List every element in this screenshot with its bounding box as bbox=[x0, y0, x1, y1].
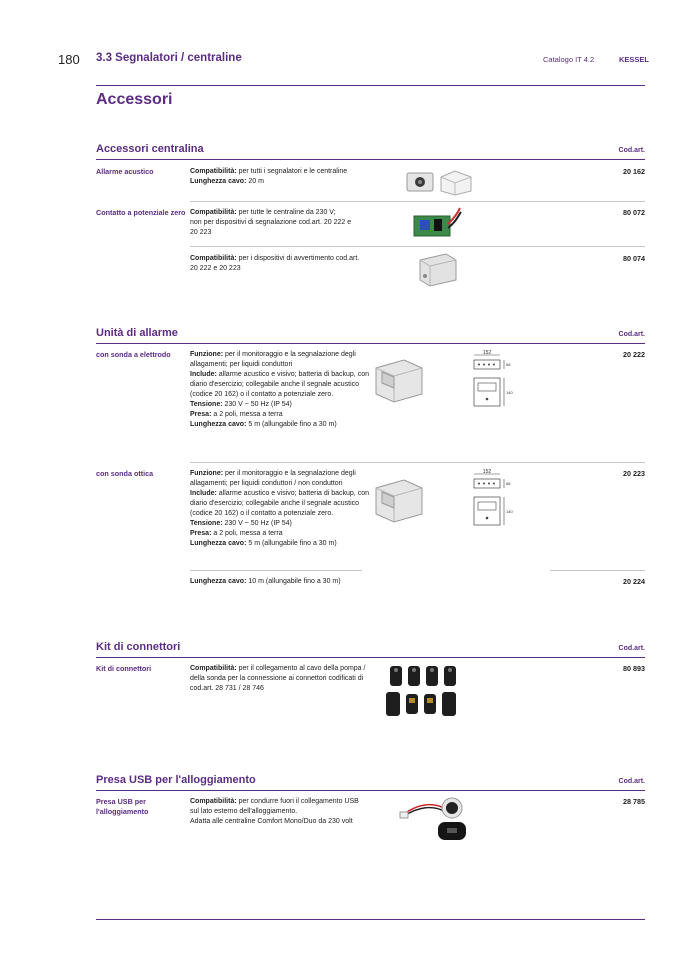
page-number: 180 bbox=[58, 52, 80, 67]
svg-text:140: 140 bbox=[506, 509, 513, 514]
product-description: Compatibilità: per i dispositivi di avvertimento cod.art. 20 222 e 20 223 bbox=[190, 255, 360, 272]
row-divider bbox=[190, 246, 645, 247]
product-code: 20 223 bbox=[623, 469, 645, 478]
product-name: Kit di connettori bbox=[96, 664, 152, 673]
relay-board-photo bbox=[412, 206, 462, 238]
row-divider bbox=[550, 570, 645, 571]
section-divider bbox=[96, 343, 645, 344]
section-title-kit: Kit di connettori bbox=[96, 641, 181, 653]
row-divider bbox=[190, 201, 645, 202]
usb-socket-photo bbox=[398, 794, 470, 844]
product-description: Compatibilità: per tutte le centraline da 230 V; non per dispositivi di segnalazione cod.art. 20 222 e 20 223 bbox=[190, 209, 352, 236]
codart-label: Cod.art. bbox=[618, 147, 645, 154]
alarm-device-photo bbox=[405, 167, 473, 195]
product-code: 28 785 bbox=[623, 797, 645, 806]
product-code: 80 893 bbox=[623, 664, 645, 673]
section-title-accessori: Accessori centralina bbox=[96, 143, 204, 155]
section-divider bbox=[96, 657, 645, 658]
svg-text:68: 68 bbox=[506, 481, 511, 486]
chapter-title: 3.3 Segnalatori / centraline bbox=[96, 52, 242, 64]
svg-text:152: 152 bbox=[482, 469, 492, 475]
codart-label: Cod.art. bbox=[618, 778, 645, 785]
product-code: 20 224 bbox=[623, 577, 645, 586]
product-description: Compatibilità: per il collegamento al cavo della pompa / della sonda per la connessione ai connettori codificati di cod.art. 28 731 / 28 746 bbox=[190, 665, 366, 692]
row-divider bbox=[190, 462, 645, 463]
svg-text:68: 68 bbox=[506, 362, 511, 367]
codart-label: Cod.art. bbox=[618, 331, 645, 338]
header-divider bbox=[96, 85, 645, 86]
footer-divider bbox=[96, 919, 645, 920]
section-title-usb: Presa USB per l'alloggiamento bbox=[96, 774, 256, 786]
product-description: Lunghezza cavo: 10 m (allungabile fino a 30 m) bbox=[190, 578, 341, 585]
page-title: Accessori bbox=[96, 91, 173, 108]
product-description: Funzione: per il monitoraggio e la segnalazione degli allagamenti; per liquidi conduttori Include: allarme acustico e visivo; batteria di backup, con diario d'esercizio; collegabile anche il segnale acustico (codice 20 162) o il contatto a potenziale zero. Tensione: 230 V ~ 50 Hz (IP 54) Presa: a 2 poli, messa a terra Lunghezza cavo: 5 m (allungabile fino a 30 m) bbox=[190, 351, 369, 428]
connector-kit-photo bbox=[384, 662, 464, 720]
product-code: 80 072 bbox=[623, 208, 645, 217]
section-divider bbox=[96, 159, 645, 160]
product-code: 20 162 bbox=[623, 167, 645, 176]
alarm-unit-photo bbox=[374, 476, 424, 524]
codart-label: Cod.art. bbox=[618, 645, 645, 652]
brand-label: KESSEL bbox=[619, 55, 650, 64]
svg-text:152: 152 bbox=[482, 350, 492, 356]
product-description: Funzione: per il monitoraggio e la segnalazione degli allagamenti; per liquidi conduttori / non conduttori Include: allarme acustico e visivo; batteria di backup, con diario d'esercizio; collegabile anche il segnale acustico (codice 20 162) o il contatto a potenziale zero. Tensione: 230 V ~ 50 Hz (IP 54) Presa: a 2 poli, messa a terra Lunghezza cavo: 5 m (allungabile fino a 30 m) bbox=[190, 470, 369, 547]
product-name: Allarme acustico bbox=[96, 167, 154, 176]
product-name: con sonda a elettrodo bbox=[96, 350, 171, 359]
section-divider bbox=[96, 790, 645, 791]
dimension-drawing bbox=[470, 469, 513, 529]
catalog-label: Catalogo IT 4.2 bbox=[543, 55, 595, 64]
product-description: Compatibilità: per condurre fuori il collegamento USB sul lato esterno dell'alloggiamento. Adatta alle centraline Comfort Mono/Duo da 230 volt bbox=[190, 798, 359, 825]
dimension-drawing bbox=[470, 350, 513, 410]
product-name: con sonda ottica bbox=[96, 469, 154, 478]
product-name: Presa USB per l'alloggiamento bbox=[96, 797, 149, 816]
product-code: 20 222 bbox=[623, 350, 645, 359]
junction-box-photo bbox=[416, 252, 458, 286]
svg-text:140: 140 bbox=[506, 390, 513, 395]
section-title-unita: Unità di allarme bbox=[96, 327, 178, 339]
product-code: 80 074 bbox=[623, 254, 645, 263]
alarm-unit-photo bbox=[374, 356, 424, 404]
row-divider bbox=[190, 570, 362, 571]
product-name: Contatto a potenziale zero bbox=[96, 208, 186, 217]
product-description: Compatibilità: per tutti i segnalatori e le centraline Lunghezza cavo: 20 m bbox=[190, 168, 348, 185]
